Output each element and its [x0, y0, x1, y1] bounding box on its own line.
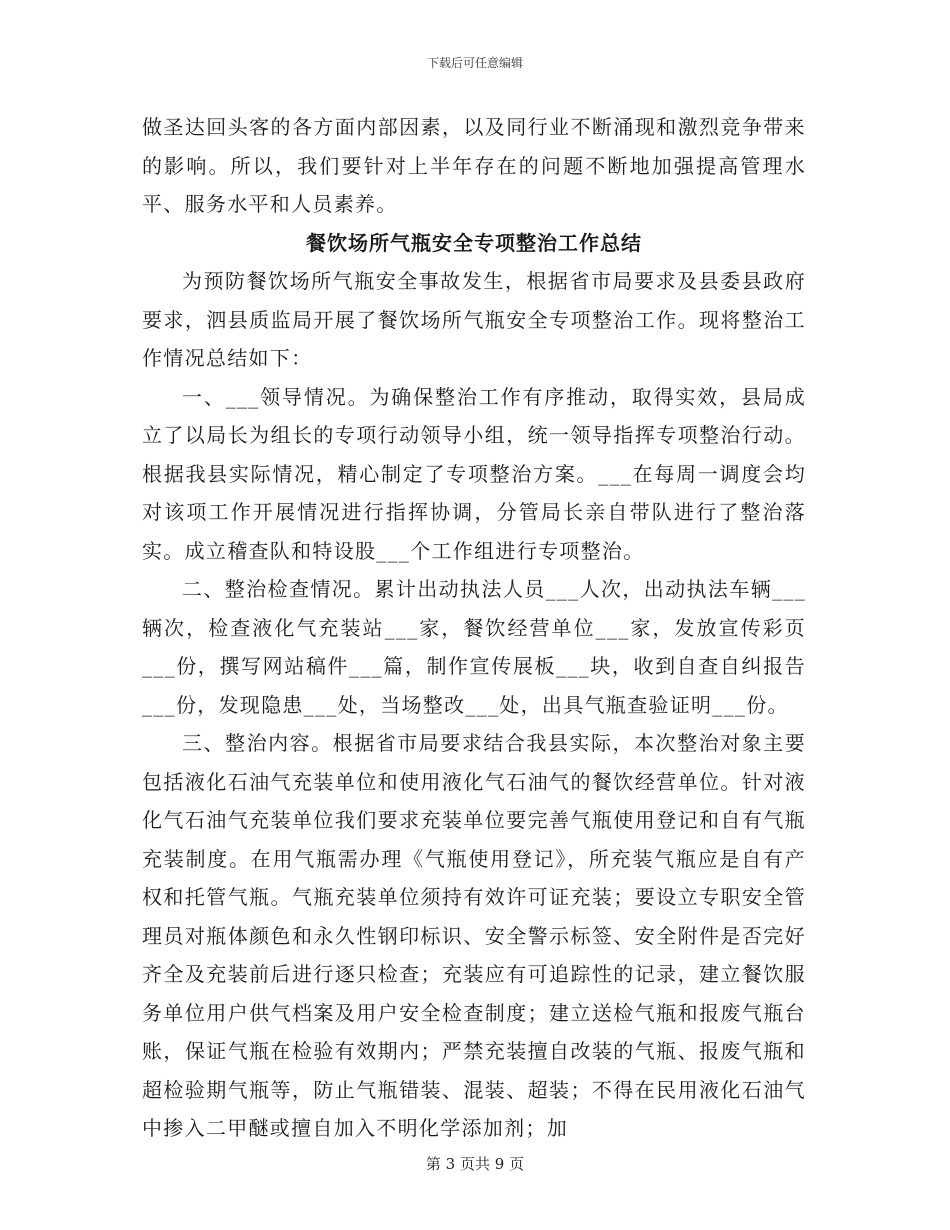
paragraph-intro: 为预防餐饮场所气瓶安全事故发生，根据省市局要求及县委县政府要求，泗县质监局开展了餐饮场所气瓶安全专项整治工作。现将整治工作情况总结如下： — [142, 269, 806, 370]
paragraph-content: 三、整治内容。根据省市局要求结合我县实际，本次整治对象主要包括液化石油气充装单位和使用液化气石油气的餐饮经营单位。针对液化气石油气充装单位我们要求充装单位要完善气瓶使用登记和自有气瓶充装制度。在用气瓶需办理《气瓶使用登记》，所充装气瓶应是自有产权和托管气瓶。气瓶充装单位须持有效许可证充装；要设立专职安全管理员对瓶体颜色和永久性钢印标识、安全警示标签、安全附件是否完好齐全及充装前后进行逐只检查；充装应有可追踪性的记录，建立餐饮服务单位用户供气档案及用户安全检查制度；建立送检气瓶和报废气瓶台账，保证气瓶在检验有效期内；严禁充装擅自改装的气瓶、报废气瓶和超检验期气瓶等，防止气瓶错装、混装、超装；不得在民用液化石油气中掺入二甲醚或擅自加入不明化学添加剂；加 — [142, 731, 806, 1140]
intro-paragraph: 做圣达回头客的各方面内部因素，以及同行业不断涌现和激烈竞争带来的影响。所以，我们要针对上半年存在的问题不断地加强提高管理水平、服务水平和人员素养。 — [142, 115, 806, 216]
paragraph-inspection: 二、整治检查情况。累计出动执法人员___人次，出动执法车辆___辆次，检查液化气充装站___家，餐饮经营单位___家，发放宣传彩页___份，撰写网站稿件___篇，制作宣传展板___块，收到自查自纠报告___份，发现隐患___处，当场整改___处，出具气瓶查验证明___份。 — [142, 577, 806, 717]
document-body — [142, 108, 806, 1148]
header-note: 下载后可任意编辑 — [426, 56, 523, 70]
paragraph-leadership: 一、___领导情况。为确保整治工作有序推动，取得实效，县局成立了以局长为组长的专项行动领导小组，统一领导指挥专项整治行动。根据我县实际情况，精心制定了专项整治方案。___在每周一调度会均对该项工作开展情况进行指挥协调，分管局长亲自带队进行了整治落实。成立稽查队和特设股___个工作组进行专项整治。 — [142, 384, 806, 563]
page-footer: 第 3 页共 9 页 — [425, 1155, 525, 1173]
document-title: 餐饮场所气瓶安全专项整治工作总结 — [306, 230, 642, 255]
